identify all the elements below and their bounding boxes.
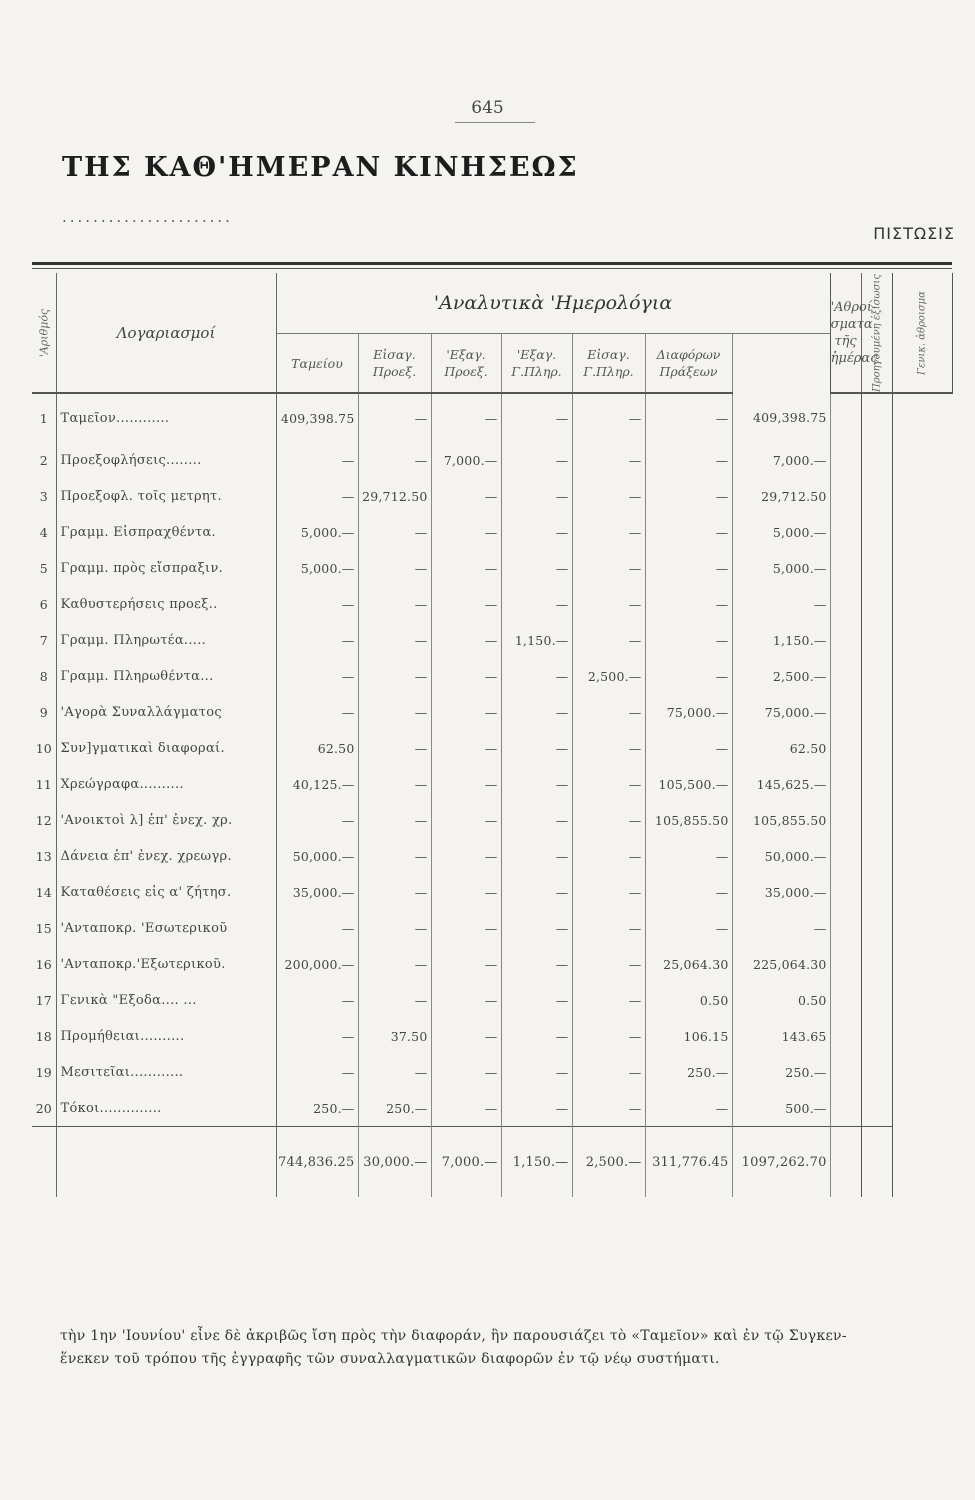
cell-previous-balance <box>830 802 861 838</box>
top-thin-rule <box>32 268 952 269</box>
cell-misc: 75,000.— <box>645 694 732 730</box>
totals-number-cell <box>32 1127 56 1198</box>
table-row <box>32 586 952 622</box>
cell-cash: — <box>276 622 358 658</box>
cell-imp-adv: — <box>358 514 431 550</box>
cell-imp-gp: — <box>572 730 645 766</box>
cell-previous-balance <box>830 730 861 766</box>
cell-cash: — <box>276 1054 358 1090</box>
account-name: 'Ανταποκρ. 'Εσωτερικοῦ <box>56 910 276 946</box>
cell-imp-gp: — <box>572 802 645 838</box>
cell-day-total: 250.— <box>732 1054 830 1090</box>
row-number: 18 <box>32 1018 56 1054</box>
cell-previous-balance <box>830 586 861 622</box>
cell-day-total: 35,000.— <box>732 874 830 910</box>
cell-imp-adv: — <box>358 622 431 658</box>
header-journals-title: 'Αναλυτικὰ 'Ημερολόγια <box>276 273 830 334</box>
table-row <box>32 442 952 478</box>
cell-previous-balance <box>830 393 861 442</box>
cell-general-sum <box>861 838 892 874</box>
cell-imp-adv: — <box>358 982 431 1018</box>
cell-exp-gp: — <box>501 694 572 730</box>
cell-misc: — <box>645 658 732 694</box>
totals-row <box>32 1127 952 1198</box>
cell-day-total: — <box>732 910 830 946</box>
row-number: 4 <box>32 514 56 550</box>
total-general-sum <box>861 1127 892 1198</box>
side-label: ΠΙΣΤΩΣΙΣ <box>873 224 955 243</box>
cell-misc: 105,500.— <box>645 766 732 802</box>
table-row <box>32 838 952 874</box>
cell-exp-gp: — <box>501 550 572 586</box>
cell-previous-balance <box>830 550 861 586</box>
cell-misc: — <box>645 1090 732 1127</box>
cell-misc: 0.50 <box>645 982 732 1018</box>
cell-imp-gp: — <box>572 514 645 550</box>
cell-imp-adv: — <box>358 393 431 442</box>
table-row <box>32 393 952 442</box>
cell-exp-adv: — <box>431 1018 501 1054</box>
table-row <box>32 1018 952 1054</box>
cell-imp-gp: — <box>572 393 645 442</box>
cell-imp-adv: 29,712.50 <box>358 478 431 514</box>
cell-cash: 250.— <box>276 1090 358 1127</box>
cell-previous-balance <box>830 478 861 514</box>
cell-day-total: 225,064.30 <box>732 946 830 982</box>
table-row <box>32 1054 952 1090</box>
row-number: 17 <box>32 982 56 1018</box>
row-number: 14 <box>32 874 56 910</box>
account-name: Προεξοφλήσεις........ <box>56 442 276 478</box>
cell-day-total: 409,398.75 <box>732 393 830 442</box>
cell-general-sum <box>861 658 892 694</box>
row-number: 11 <box>32 766 56 802</box>
cell-day-total: 75,000.— <box>732 694 830 730</box>
cell-previous-balance <box>830 766 861 802</box>
table-row <box>32 514 952 550</box>
cell-general-sum <box>861 1018 892 1054</box>
table-row <box>32 946 952 982</box>
cell-imp-gp: 2,500.— <box>572 658 645 694</box>
cell-imp-adv: — <box>358 586 431 622</box>
row-number: 8 <box>32 658 56 694</box>
cell-imp-gp: — <box>572 766 645 802</box>
cell-exp-gp: — <box>501 982 572 1018</box>
cell-cash: 5,000.— <box>276 514 358 550</box>
cell-day-total: 500.— <box>732 1090 830 1127</box>
cell-imp-gp: — <box>572 586 645 622</box>
row-number: 1 <box>32 393 56 442</box>
cell-previous-balance <box>830 658 861 694</box>
cell-general-sum <box>861 874 892 910</box>
page-number-rule <box>455 122 535 123</box>
cell-cash: — <box>276 658 358 694</box>
cell-cash: — <box>276 1018 358 1054</box>
cell-imp-adv: 250.— <box>358 1090 431 1127</box>
account-name: Γραμμ. Πληρωθέντα... <box>56 658 276 694</box>
cell-day-total: 143.65 <box>732 1018 830 1054</box>
account-name: Γενικὰ "Εξοδα.... ... <box>56 982 276 1018</box>
footer-line-1: τὴν 1ην 'Ιουνίου' εἶνε δὲ ἀκριβῶς ἴση πρὸς τὴν διαφοράν, ἣν παρουσιάζει τὸ «Ταμεῖον» καὶ ἐν τῷ Συγκεν- <box>60 1328 847 1344</box>
cell-exp-adv: — <box>431 766 501 802</box>
cell-imp-gp: — <box>572 874 645 910</box>
cell-general-sum <box>861 514 892 550</box>
account-name: Καταθέσεις εἰς α' ζήτησ. <box>56 874 276 910</box>
page-title: ΤΗΣ ΚΑΘ'ΗΜΕΡΑΝ ΚΙΝΗΣΕΩΣ <box>62 152 579 183</box>
header-misc-operations: Διαφόρων Πράξεων <box>645 334 732 394</box>
cell-imp-gp: — <box>572 442 645 478</box>
cell-exp-adv: — <box>431 1054 501 1090</box>
cell-exp-adv: — <box>431 730 501 766</box>
table-row <box>32 658 952 694</box>
cell-exp-gp: — <box>501 946 572 982</box>
account-name: Μεσιτεῖαι............ <box>56 1054 276 1090</box>
cell-previous-balance <box>830 1054 861 1090</box>
table-row <box>32 766 952 802</box>
cell-imp-adv: — <box>358 910 431 946</box>
cell-cash: 40,125.— <box>276 766 358 802</box>
cell-day-total: 5,000.— <box>732 514 830 550</box>
cell-general-sum <box>861 730 892 766</box>
cell-exp-gp: — <box>501 442 572 478</box>
cell-general-sum <box>861 1054 892 1090</box>
page-number: 645 <box>471 98 504 118</box>
cell-day-total: 1,150.— <box>732 622 830 658</box>
cell-general-sum <box>861 766 892 802</box>
cell-imp-gp: — <box>572 1018 645 1054</box>
cell-day-total: 7,000.— <box>732 442 830 478</box>
row-number: 9 <box>32 694 56 730</box>
cell-imp-adv: — <box>358 1054 431 1090</box>
cell-general-sum <box>861 442 892 478</box>
cell-misc: — <box>645 838 732 874</box>
cell-imp-adv: — <box>358 874 431 910</box>
cell-exp-gp: — <box>501 1090 572 1127</box>
row-number: 15 <box>32 910 56 946</box>
cell-cash: — <box>276 910 358 946</box>
table-row <box>32 622 952 658</box>
total-exp-gp: 1,150.— <box>501 1127 572 1198</box>
cell-previous-balance <box>830 514 861 550</box>
ledger-table <box>32 273 953 1197</box>
cell-previous-balance <box>830 982 861 1018</box>
row-number: 6 <box>32 586 56 622</box>
cell-general-sum <box>861 550 892 586</box>
cell-imp-adv: — <box>358 442 431 478</box>
cell-cash: — <box>276 694 358 730</box>
table-row <box>32 550 952 586</box>
header-previous-balance: Προηγουμένη ἐξίσωσις <box>861 273 892 393</box>
cell-general-sum <box>861 1090 892 1127</box>
total-cash: 744,836.25 <box>276 1127 358 1198</box>
cell-misc: — <box>645 442 732 478</box>
cell-day-total: 2,500.— <box>732 658 830 694</box>
total-misc: 311,776.45 <box>645 1127 732 1198</box>
cell-imp-adv: — <box>358 766 431 802</box>
cell-imp-adv: — <box>358 802 431 838</box>
cell-exp-adv: — <box>431 802 501 838</box>
cell-general-sum <box>861 802 892 838</box>
account-name: Γραμμ. πρὸς εἴσπραξιν. <box>56 550 276 586</box>
cell-exp-gp: — <box>501 478 572 514</box>
cell-exp-adv: — <box>431 622 501 658</box>
table-row <box>32 478 952 514</box>
cell-previous-balance <box>830 1018 861 1054</box>
cell-imp-gp: — <box>572 622 645 658</box>
cell-general-sum <box>861 586 892 622</box>
cell-imp-gp: — <box>572 478 645 514</box>
cell-previous-balance <box>830 946 861 982</box>
table-row <box>32 910 952 946</box>
cell-imp-adv: — <box>358 694 431 730</box>
cell-imp-gp: — <box>572 1054 645 1090</box>
row-number: 7 <box>32 622 56 658</box>
cell-general-sum <box>861 478 892 514</box>
cell-cash: — <box>276 802 358 838</box>
table-row <box>32 730 952 766</box>
cell-previous-balance <box>830 622 861 658</box>
row-number: 3 <box>32 478 56 514</box>
row-number: 5 <box>32 550 56 586</box>
footer-text <box>60 1325 960 1371</box>
cell-general-sum <box>861 694 892 730</box>
cell-exp-adv: — <box>431 694 501 730</box>
account-name: Ταμεῖον............ <box>56 393 276 442</box>
cell-exp-gp: — <box>501 1018 572 1054</box>
top-thick-rule <box>32 262 952 265</box>
cell-misc: — <box>645 514 732 550</box>
cell-exp-gp: — <box>501 874 572 910</box>
cell-exp-adv: — <box>431 946 501 982</box>
cell-exp-adv: — <box>431 393 501 442</box>
account-name: Δάνεια ἐπ' ἐνεχ. χρεωγρ. <box>56 838 276 874</box>
cell-exp-gp: — <box>501 658 572 694</box>
cell-exp-gp: — <box>501 802 572 838</box>
cell-day-total: 5,000.— <box>732 550 830 586</box>
cell-exp-adv: — <box>431 658 501 694</box>
cell-exp-gp: — <box>501 838 572 874</box>
account-name: Χρεώγραφα.......... <box>56 766 276 802</box>
cell-general-sum <box>861 982 892 1018</box>
cell-misc: 250.— <box>645 1054 732 1090</box>
cell-previous-balance <box>830 874 861 910</box>
cell-imp-gp: — <box>572 1090 645 1127</box>
row-number: 20 <box>32 1090 56 1127</box>
account-name: Γραμμ. Εἰσπραχθέντα. <box>56 514 276 550</box>
cell-cash: — <box>276 586 358 622</box>
cell-misc: — <box>645 874 732 910</box>
account-name: Προμήθειαι.......... <box>56 1018 276 1054</box>
cell-misc: — <box>645 550 732 586</box>
cell-day-total: 50,000.— <box>732 838 830 874</box>
table-row <box>32 802 952 838</box>
cell-day-total: 29,712.50 <box>732 478 830 514</box>
cell-day-total: 0.50 <box>732 982 830 1018</box>
cell-exp-adv: — <box>431 550 501 586</box>
cell-cash: 50,000.— <box>276 838 358 874</box>
account-name: Καθυστερήσεις προεξ.. <box>56 586 276 622</box>
total-exp-adv: 7,000.— <box>431 1127 501 1198</box>
cell-exp-gp: — <box>501 514 572 550</box>
cell-misc: — <box>645 393 732 442</box>
table-row <box>32 982 952 1018</box>
cell-exp-gp: — <box>501 910 572 946</box>
cell-cash: — <box>276 442 358 478</box>
row-number: 10 <box>32 730 56 766</box>
cell-imp-gp: — <box>572 838 645 874</box>
total-previous-balance <box>830 1127 861 1198</box>
account-name: 'Αγορὰ Συναλλάγματος <box>56 694 276 730</box>
cell-misc: — <box>645 478 732 514</box>
cell-exp-adv: — <box>431 910 501 946</box>
account-name: 'Ανταποκρ.'Εξωτερικοῦ. <box>56 946 276 982</box>
header-day-sums: 'Αθροί- σματα τῆς ἡμέρας <box>830 273 861 393</box>
cell-day-total: 145,625.— <box>732 766 830 802</box>
cell-day-total: 105,855.50 <box>732 802 830 838</box>
cell-misc: 25,064.30 <box>645 946 732 982</box>
cell-general-sum <box>861 910 892 946</box>
ledger-body <box>32 393 952 1197</box>
cell-previous-balance <box>830 694 861 730</box>
row-number: 2 <box>32 442 56 478</box>
cell-cash: 62.50 <box>276 730 358 766</box>
cell-imp-gp: — <box>572 946 645 982</box>
cell-imp-gp: — <box>572 550 645 586</box>
cell-day-total: — <box>732 586 830 622</box>
cell-imp-adv: — <box>358 946 431 982</box>
cell-cash: — <box>276 478 358 514</box>
account-name: Συν]γματικαὶ διαφοραί. <box>56 730 276 766</box>
total-imp-gp: 2,500.— <box>572 1127 645 1198</box>
cell-imp-adv: — <box>358 658 431 694</box>
cell-imp-gp: — <box>572 694 645 730</box>
cell-misc: — <box>645 586 732 622</box>
cell-general-sum <box>861 946 892 982</box>
header-accounts: Λογαριασμοί <box>56 273 276 393</box>
cell-exp-gp: — <box>501 730 572 766</box>
account-name: Γραμμ. Πληρωτέα..... <box>56 622 276 658</box>
cell-exp-adv: — <box>431 478 501 514</box>
table-row <box>32 874 952 910</box>
header-number: 'Αριθμός <box>32 273 56 393</box>
row-number: 19 <box>32 1054 56 1090</box>
table-row <box>32 1090 952 1127</box>
cell-imp-adv: — <box>358 550 431 586</box>
row-number: 12 <box>32 802 56 838</box>
cell-misc: — <box>645 622 732 658</box>
cell-exp-adv: 7,000.— <box>431 442 501 478</box>
total-imp-adv: 30,000.— <box>358 1127 431 1198</box>
header-general-sum: Γενικ. ἀθροισμα <box>892 273 952 393</box>
cell-exp-adv: — <box>431 838 501 874</box>
cell-exp-gp: — <box>501 1054 572 1090</box>
cell-cash: 200,000.— <box>276 946 358 982</box>
cell-previous-balance <box>830 838 861 874</box>
header-cash: Ταμείου <box>276 334 358 394</box>
title-dots: ...................... <box>62 208 233 226</box>
cell-exp-adv: — <box>431 586 501 622</box>
cell-general-sum <box>861 393 892 442</box>
cell-cash: 5,000.— <box>276 550 358 586</box>
cell-exp-adv: — <box>431 874 501 910</box>
cell-exp-adv: — <box>431 514 501 550</box>
cell-misc: — <box>645 730 732 766</box>
cell-imp-adv: — <box>358 838 431 874</box>
cell-misc: 105,855.50 <box>645 802 732 838</box>
table-row <box>32 694 952 730</box>
cell-exp-adv: — <box>431 1090 501 1127</box>
cell-misc: 106.15 <box>645 1018 732 1054</box>
cell-exp-gp: — <box>501 766 572 802</box>
cell-cash: — <box>276 982 358 1018</box>
cell-exp-adv: — <box>431 982 501 1018</box>
cell-cash: 409,398.75 <box>276 393 358 442</box>
cell-previous-balance <box>830 442 861 478</box>
account-name: Προεξοφλ. τοῖς μετρητ. <box>56 478 276 514</box>
header-export-advance: 'Εξαγ. Προεξ. <box>431 334 501 394</box>
cell-exp-gp: — <box>501 393 572 442</box>
cell-general-sum <box>861 622 892 658</box>
cell-imp-gp: — <box>572 910 645 946</box>
account-name: 'Ανοικτοὶ λ] ἐπ' ἐνεχ. χρ. <box>56 802 276 838</box>
footer-line-2: ἕνεκεν τοῦ τρόπου τῆς ἐγγραφῆς τῶν συναλλαγματικῶν διαφορῶν ἐν τῷ νέῳ συστήματι. <box>60 1351 720 1367</box>
row-number: 16 <box>32 946 56 982</box>
header-import-advance: Εἰσαγ. Προεξ. <box>358 334 431 394</box>
total-day-sum: 1097,262.70 <box>732 1127 830 1198</box>
cell-previous-balance <box>830 910 861 946</box>
cell-previous-balance <box>830 1090 861 1127</box>
header-import-general-payment: Εἰσαγ. Γ.Πληρ. <box>572 334 645 394</box>
cell-imp-adv: 37.50 <box>358 1018 431 1054</box>
cell-day-total: 62.50 <box>732 730 830 766</box>
cell-cash: 35,000.— <box>276 874 358 910</box>
header-export-general-payment: 'Εξαγ. Γ.Πληρ. <box>501 334 572 394</box>
cell-imp-gp: — <box>572 982 645 1018</box>
row-number: 13 <box>32 838 56 874</box>
totals-label-cell <box>56 1127 276 1198</box>
account-name: Τόκοι.............. <box>56 1090 276 1127</box>
cell-misc: — <box>645 910 732 946</box>
cell-imp-adv: — <box>358 730 431 766</box>
cell-exp-gp: 1,150.— <box>501 622 572 658</box>
cell-exp-gp: — <box>501 586 572 622</box>
